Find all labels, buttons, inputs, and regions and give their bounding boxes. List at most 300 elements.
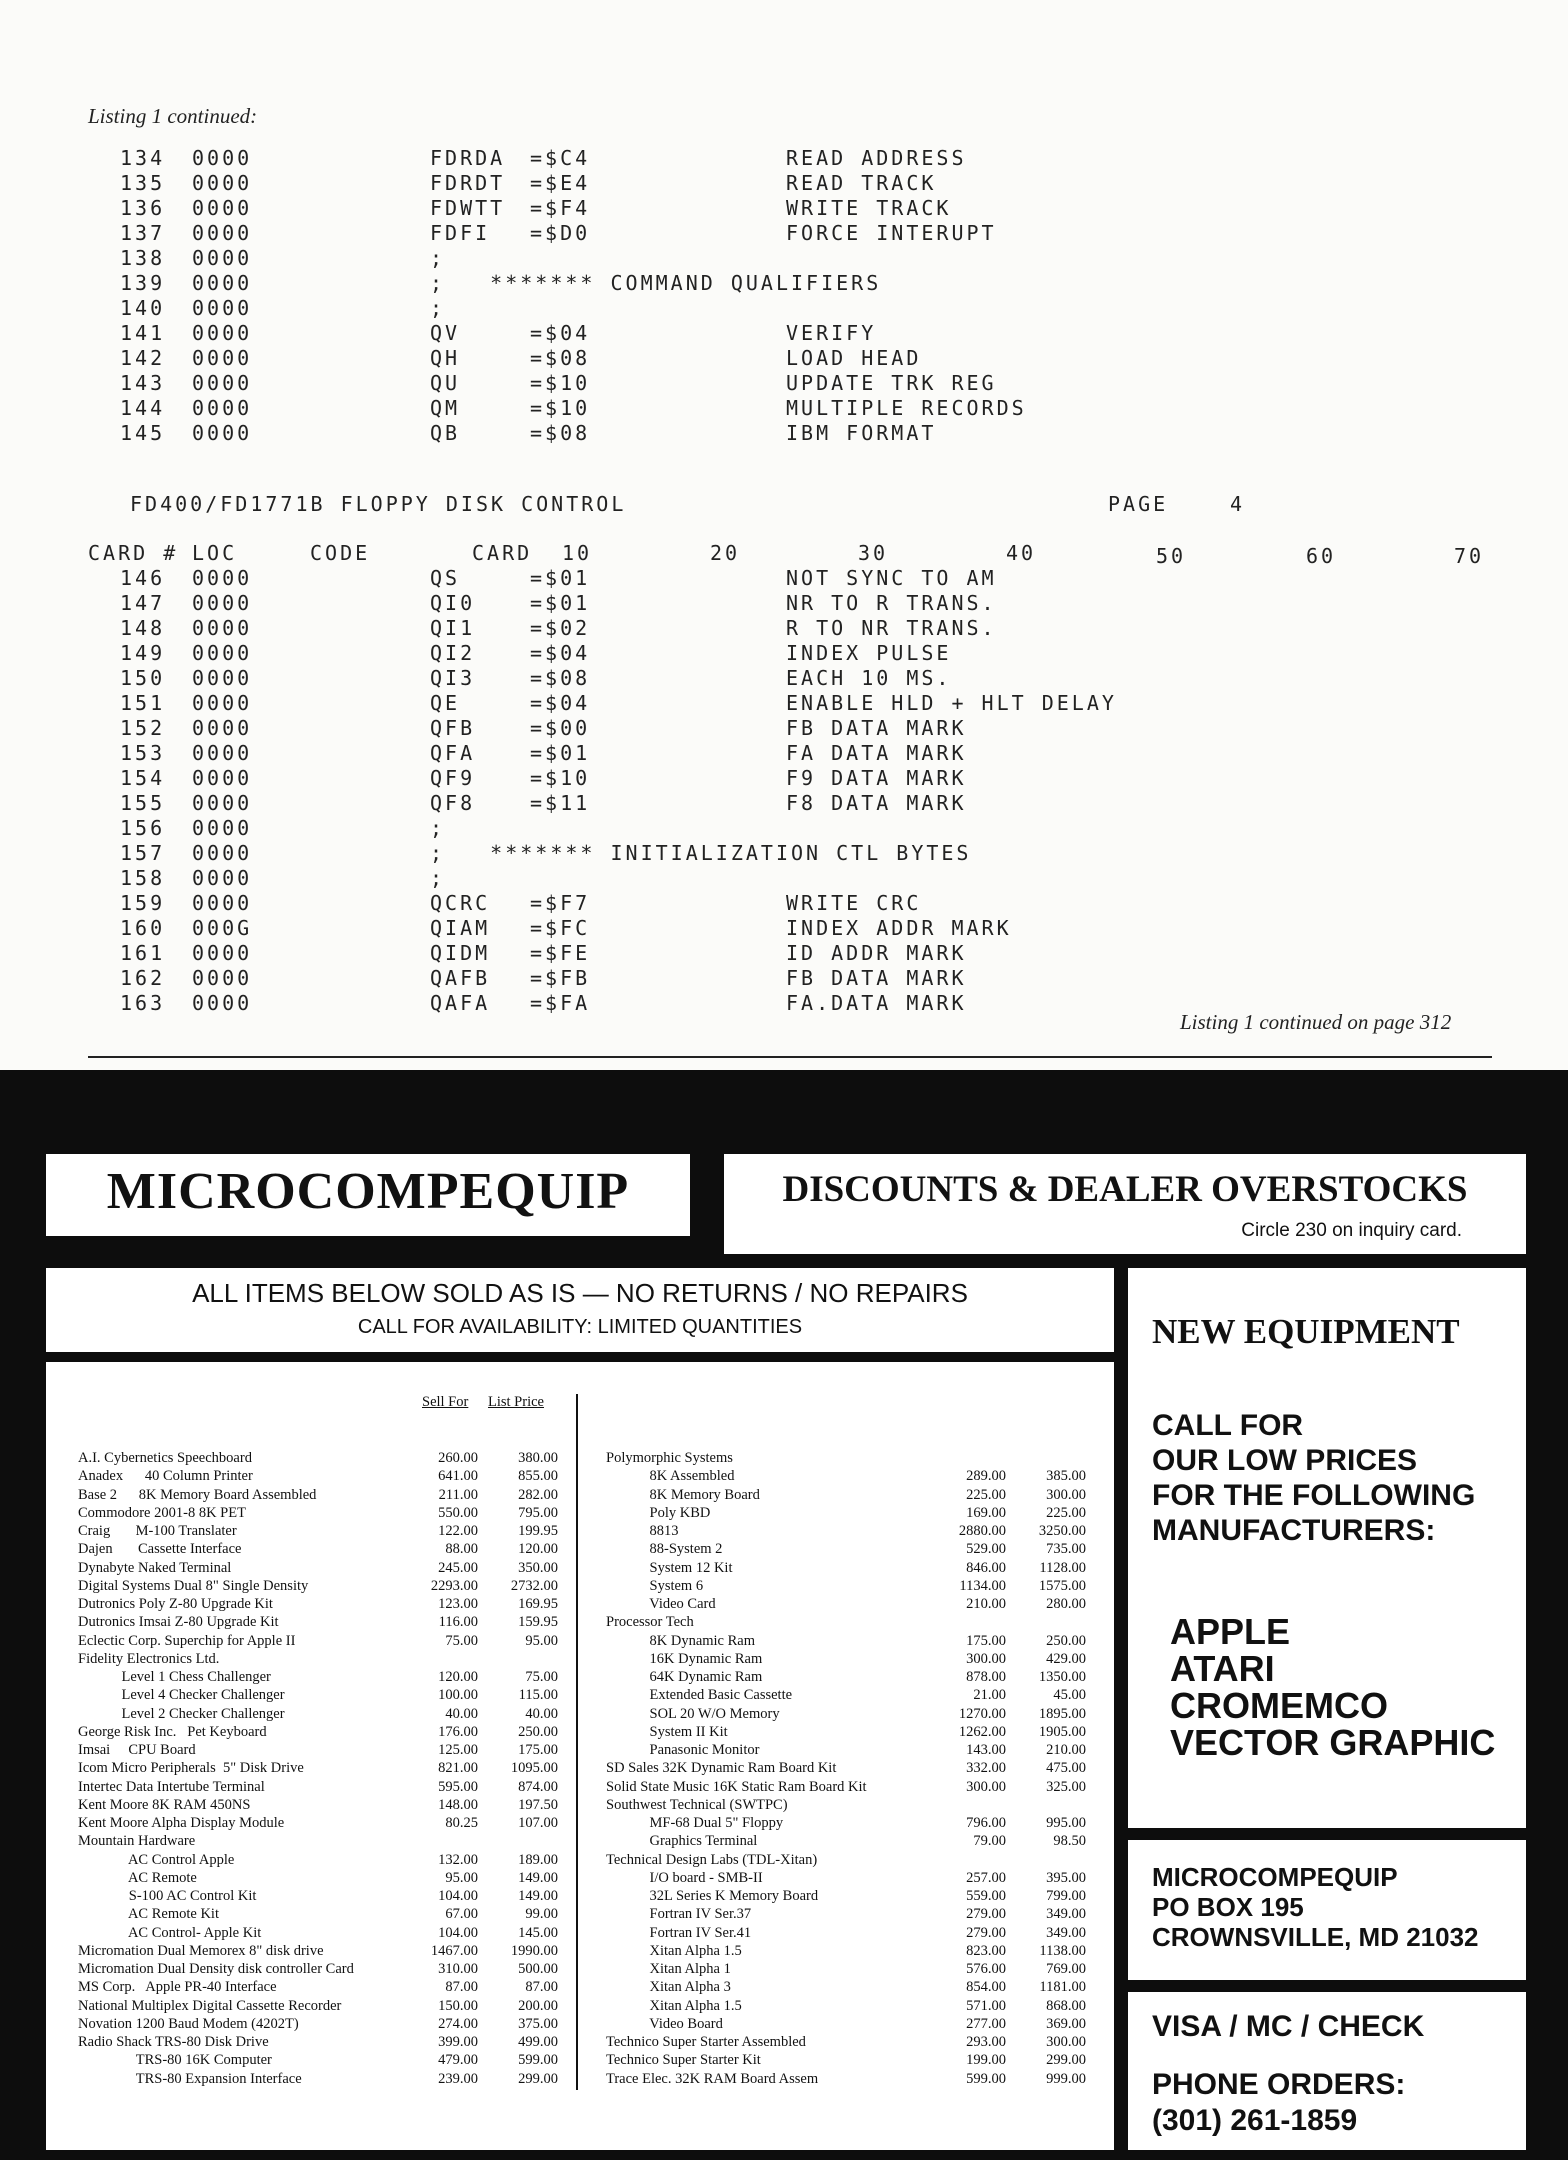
row-comment: F9 DATA MARK bbox=[786, 766, 967, 790]
call-for-line-1: CALL FOR bbox=[1152, 1409, 1304, 1442]
item-list-price: 149.00 bbox=[518, 1869, 558, 1886]
item-name: 8813 bbox=[606, 1523, 679, 1539]
row-operand: =$FE bbox=[530, 941, 591, 965]
item-list-price: 500.00 bbox=[518, 1961, 558, 1977]
item-list-price: 197.50 bbox=[518, 1796, 558, 1813]
item-name: Solid State Music 16K Static Ram Board Kit bbox=[606, 1778, 867, 1795]
row-location: 0000 bbox=[192, 641, 253, 665]
item-sell-price: 595.00 bbox=[438, 1778, 478, 1795]
item-list-price: 599.00 bbox=[518, 2052, 558, 2069]
row-location: 0000 bbox=[192, 421, 253, 445]
row-card-number: 141 bbox=[120, 321, 166, 345]
row-comment: INDEX ADDR MARK bbox=[786, 916, 1012, 940]
row-comment: ENABLE HLD + HLT DELAY bbox=[786, 691, 1117, 715]
row-card-number: 137 bbox=[120, 221, 166, 245]
item-list-price: 225.00 bbox=[1046, 1504, 1086, 1521]
item-sell-price: 274.00 bbox=[438, 2015, 478, 2032]
item-list-price: 300.00 bbox=[1046, 1486, 1086, 1503]
manufacturer-list bbox=[1170, 1613, 1495, 1761]
item-name: Eclectic Corp. Superchip for Apple II bbox=[78, 1632, 296, 1649]
item-sell-price: 150.00 bbox=[438, 1997, 478, 2014]
item-name: Technico Super Starter Kit bbox=[606, 2052, 761, 2069]
row-label: ; ******* INITIALIZATION CTL BYTES bbox=[430, 841, 972, 865]
row-comment: EACH 10 MS. bbox=[786, 666, 952, 690]
row-location: 0000 bbox=[192, 296, 253, 320]
item-name: Level 4 Checker Challenger bbox=[78, 1687, 285, 1704]
row-operand: =$F4 bbox=[530, 196, 591, 220]
item-list-price: 149.00 bbox=[518, 1888, 558, 1904]
call-for-text bbox=[1152, 1408, 1475, 1548]
address-company: MICROCOMPEQUIP bbox=[1152, 1862, 1398, 1892]
row-label: QCRC bbox=[430, 891, 491, 915]
notice-text: ALL ITEMS BELOW SOLD AS IS — NO RETURNS / NO REPAIRS bbox=[192, 1278, 968, 1308]
row-comment: FB DATA MARK bbox=[786, 716, 967, 740]
item-name: National Multiplex Digital Cassette Recorder bbox=[78, 1997, 342, 2014]
row-card-number: 163 bbox=[120, 991, 166, 1015]
item-name: Dutronics Imsai Z-80 Upgrade Kit bbox=[78, 1614, 279, 1631]
item-sell-price: 599.00 bbox=[966, 2070, 1006, 2087]
row-card-number: 150 bbox=[120, 666, 166, 690]
item-name: Dynabyte Naked Terminal bbox=[78, 1559, 232, 1576]
row-location: 0000 bbox=[192, 866, 253, 890]
item-list-price: 385.00 bbox=[1046, 1468, 1086, 1485]
listing-page-label: PAGE bbox=[1108, 492, 1169, 516]
item-list-price: 115.00 bbox=[518, 1687, 558, 1704]
item-name: George Risk Inc. Pet Keyboard bbox=[78, 1723, 267, 1740]
row-card-number: 146 bbox=[120, 566, 166, 590]
item-sell-price: 88.00 bbox=[445, 1541, 478, 1558]
item-list-price: 1095.00 bbox=[510, 1760, 558, 1777]
header-col-30: 30 bbox=[858, 541, 889, 565]
row-label: QAFB bbox=[430, 966, 491, 990]
item-sell-price: 87.00 bbox=[445, 1979, 478, 1996]
item-list-price: 169.95 bbox=[518, 1596, 558, 1612]
item-sell-price: 95.00 bbox=[445, 1869, 478, 1886]
row-card-number: 152 bbox=[120, 716, 166, 740]
row-card-number: 138 bbox=[120, 246, 166, 270]
item-list-price: 250.00 bbox=[518, 1723, 558, 1740]
row-card-number: 144 bbox=[120, 396, 166, 420]
item-list-price: 1905.00 bbox=[1038, 1723, 1086, 1740]
item-name: Panasonic Monitor bbox=[606, 1742, 760, 1758]
item-list-price: 280.00 bbox=[1046, 1596, 1086, 1612]
row-card-number: 147 bbox=[120, 591, 166, 615]
item-list-price: 429.00 bbox=[1046, 1650, 1086, 1667]
row-card-number: 134 bbox=[120, 146, 166, 170]
row-comment: FA.DATA MARK bbox=[786, 991, 967, 1015]
item-name: System 6 bbox=[606, 1577, 704, 1594]
item-sell-price: 854.00 bbox=[966, 1979, 1006, 1996]
row-location: 000G bbox=[192, 916, 253, 940]
new-equipment-box bbox=[1128, 1268, 1526, 1828]
row-label: QS bbox=[430, 566, 461, 590]
listing-page-number: 4 bbox=[1230, 492, 1246, 516]
item-name: 64K Dynamic Ram bbox=[606, 1669, 763, 1685]
item-list-price: 199.95 bbox=[518, 1523, 558, 1539]
item-list-price: 395.00 bbox=[1046, 1869, 1086, 1886]
item-name: 88-System 2 bbox=[606, 1541, 723, 1558]
notice-box bbox=[46, 1268, 1114, 1352]
row-card-number: 143 bbox=[120, 371, 166, 395]
circle-card-note: Circle 230 on inquiry card. bbox=[1241, 1220, 1462, 1241]
item-name: Fortran IV Ser.37 bbox=[606, 1906, 752, 1923]
row-label: QFB bbox=[430, 716, 476, 740]
row-comment: NOT SYNC TO AM bbox=[786, 566, 997, 590]
row-location: 0000 bbox=[192, 591, 253, 615]
item-name: 32L Series K Memory Board bbox=[606, 1888, 819, 1904]
row-location: 0000 bbox=[192, 966, 253, 990]
item-list-price: 995.00 bbox=[1046, 1815, 1086, 1831]
item-name: Anadex 40 Column Printer bbox=[78, 1468, 253, 1485]
address-box bbox=[1128, 1840, 1526, 1980]
header-col-20: 20 bbox=[710, 541, 741, 565]
row-card-number: 139 bbox=[120, 271, 166, 295]
item-list-price: 189.00 bbox=[518, 1851, 558, 1868]
item-name: 8K Assembled bbox=[606, 1468, 735, 1485]
availability-text: CALL FOR AVAILABILITY: LIMITED QUANTITIES bbox=[357, 1316, 803, 1338]
item-name: Radio Shack TRS-80 Disk Drive bbox=[78, 2034, 269, 2050]
row-comment: READ TRACK bbox=[786, 171, 937, 195]
row-location: 0000 bbox=[192, 816, 253, 840]
row-comment: FB DATA MARK bbox=[786, 966, 967, 990]
header-card: CARD bbox=[472, 541, 533, 565]
item-name: Xitan Alpha 1.5 bbox=[606, 1997, 742, 2014]
item-list-price: 369.00 bbox=[1046, 2015, 1086, 2032]
item-list-price: 300.00 bbox=[1046, 2034, 1086, 2050]
divider-rule bbox=[88, 1056, 1492, 1058]
header-col-70: 70 bbox=[1454, 544, 1485, 568]
item-name: Mountain Hardware bbox=[78, 1833, 196, 1850]
row-comment: NR TO R TRANS. bbox=[786, 591, 997, 615]
row-location: 0000 bbox=[192, 196, 253, 220]
col-header-sell: Sell For bbox=[422, 1394, 469, 1410]
item-name: TRS-80 Expansion Interface bbox=[78, 2070, 302, 2087]
row-location: 0000 bbox=[192, 566, 253, 590]
row-location: 0000 bbox=[192, 146, 253, 170]
item-name: Technico Super Starter Assembled bbox=[606, 2034, 806, 2050]
item-sell-price: 132.00 bbox=[438, 1851, 478, 1868]
row-card-number: 156 bbox=[120, 816, 166, 840]
item-list-price: 175.00 bbox=[518, 1742, 558, 1758]
item-list-price: 1350.00 bbox=[1038, 1669, 1086, 1685]
row-location: 0000 bbox=[192, 766, 253, 790]
item-name: Digital Systems Dual 8" Single Density bbox=[78, 1577, 309, 1594]
header-col-50: 50 bbox=[1156, 544, 1187, 568]
row-operand: =$E4 bbox=[530, 171, 591, 195]
item-name: AC Remote Kit bbox=[78, 1906, 219, 1923]
item-name: Video Card bbox=[606, 1596, 716, 1612]
item-name: Micromation Dual Density disk controller Card bbox=[78, 1961, 354, 1977]
row-operand: =$01 bbox=[530, 566, 591, 590]
row-comment: FA DATA MARK bbox=[786, 741, 967, 765]
address-city: CROWNSVILLE, MD 21032 bbox=[1152, 1922, 1479, 1952]
item-list-price: 99.00 bbox=[525, 1906, 558, 1923]
item-sell-price: 550.00 bbox=[438, 1504, 478, 1521]
headline-box bbox=[724, 1154, 1526, 1254]
item-sell-price: 122.00 bbox=[438, 1523, 478, 1539]
item-name: Kent Moore 8K RAM 450NS bbox=[78, 1796, 251, 1813]
row-operand: =$C4 bbox=[530, 146, 591, 170]
item-list-price: 98.50 bbox=[1053, 1833, 1086, 1850]
item-list-price: 325.00 bbox=[1046, 1778, 1086, 1795]
item-sell-price: 79.00 bbox=[973, 1833, 1006, 1850]
item-list-price: 45.00 bbox=[1053, 1687, 1086, 1704]
order-box bbox=[1128, 1992, 1526, 2150]
row-label: FDWTT bbox=[430, 196, 506, 220]
item-sell-price: 176.00 bbox=[438, 1723, 478, 1740]
item-sell-price: 225.00 bbox=[966, 1486, 1006, 1503]
item-sell-price: 277.00 bbox=[966, 2015, 1006, 2032]
item-name: AC Control- Apple Kit bbox=[78, 1924, 262, 1941]
row-comment: FORCE INTERUPT bbox=[786, 221, 997, 245]
item-name: Micromation Dual Memorex 8" disk drive bbox=[78, 1942, 324, 1959]
item-sell-price: 148.00 bbox=[438, 1796, 478, 1813]
row-comment: UPDATE TRK REG bbox=[786, 371, 997, 395]
row-comment: F8 DATA MARK bbox=[786, 791, 967, 815]
row-location: 0000 bbox=[192, 346, 253, 370]
item-list-price: 350.00 bbox=[518, 1559, 558, 1576]
row-card-number: 149 bbox=[120, 641, 166, 665]
new-equipment-heading: NEW EQUIPMENT bbox=[1152, 1312, 1460, 1351]
row-label: FDRDT bbox=[430, 171, 506, 195]
row-label: FDRDA bbox=[430, 146, 506, 170]
row-label: QB bbox=[430, 421, 461, 445]
item-name: Intertec Data Intertube Terminal bbox=[78, 1778, 265, 1795]
headline: DISCOUNTS & DEALER OVERSTOCKS bbox=[782, 1169, 1468, 1210]
item-sell-price: 21.00 bbox=[973, 1687, 1006, 1704]
row-card-number: 157 bbox=[120, 841, 166, 865]
item-sell-price: 529.00 bbox=[966, 1541, 1006, 1558]
row-comment: WRITE CRC bbox=[786, 891, 922, 915]
item-sell-price: 104.00 bbox=[438, 1888, 478, 1904]
row-operand: =$00 bbox=[530, 716, 591, 740]
row-location: 0000 bbox=[192, 271, 253, 295]
row-label: QF8 bbox=[430, 791, 476, 815]
item-sell-price: 2293.00 bbox=[430, 1577, 478, 1594]
row-operand: =$D0 bbox=[530, 221, 591, 245]
item-sell-price: 300.00 bbox=[966, 1778, 1006, 1795]
item-list-price: 1575.00 bbox=[1038, 1577, 1086, 1594]
item-list-price: 868.00 bbox=[1046, 1997, 1086, 2014]
item-sell-price: 293.00 bbox=[966, 2034, 1006, 2050]
row-label: QI0 bbox=[430, 591, 476, 615]
row-operand: =$01 bbox=[530, 741, 591, 765]
row-label: QE bbox=[430, 691, 461, 715]
price-table-box bbox=[46, 1362, 1114, 2150]
continued-note: Listing 1 continued on page 312 bbox=[1180, 1010, 1452, 1034]
row-card-number: 162 bbox=[120, 966, 166, 990]
phone-orders-label: PHONE ORDERS: bbox=[1152, 2068, 1406, 2101]
row-operand: =$FB bbox=[530, 966, 591, 990]
item-name: A.I. Cybernetics Speechboard bbox=[78, 1450, 252, 1466]
item-sell-price: 210.00 bbox=[966, 1596, 1006, 1612]
header-col-10: 10 bbox=[562, 541, 593, 565]
item-name: Kent Moore Alpha Display Module bbox=[78, 1815, 285, 1831]
item-name: Xitan Alpha 3 bbox=[606, 1979, 731, 1996]
item-sell-price: 245.00 bbox=[438, 1559, 478, 1576]
row-label: QIAM bbox=[430, 916, 491, 940]
item-list-price: 855.00 bbox=[518, 1468, 558, 1485]
item-name: Xitan Alpha 1.5 bbox=[606, 1942, 742, 1959]
row-operand: =$04 bbox=[530, 691, 591, 715]
item-name: I/O board - SMB-II bbox=[606, 1869, 763, 1886]
item-sell-price: 1134.00 bbox=[959, 1577, 1006, 1594]
row-comment: R TO NR TRANS. bbox=[786, 616, 997, 640]
item-list-price: 1990.00 bbox=[510, 1942, 558, 1959]
item-list-price: 210.00 bbox=[1046, 1742, 1086, 1758]
item-list-price: 799.00 bbox=[1046, 1888, 1086, 1904]
item-sell-price: 571.00 bbox=[966, 1997, 1006, 2014]
item-name: Xitan Alpha 1 bbox=[606, 1961, 731, 1977]
row-label: ; bbox=[430, 246, 446, 270]
row-location: 0000 bbox=[192, 941, 253, 965]
listing-caption: Listing 1 continued: bbox=[88, 104, 258, 128]
row-location: 0000 bbox=[192, 691, 253, 715]
item-list-price: 1138.00 bbox=[1039, 1942, 1086, 1959]
item-sell-price: 846.00 bbox=[966, 1559, 1006, 1576]
call-for-line-2: OUR LOW PRICES bbox=[1152, 1444, 1418, 1477]
row-card-number: 159 bbox=[120, 891, 166, 915]
row-card-number: 145 bbox=[120, 421, 166, 445]
item-sell-price: 199.00 bbox=[966, 2052, 1006, 2069]
item-name: Technical Design Labs (TDL-Xitan) bbox=[606, 1851, 818, 1868]
item-name: Icom Micro Peripherals 5" Disk Drive bbox=[78, 1760, 304, 1777]
item-list-price: 145.00 bbox=[518, 1924, 558, 1941]
item-sell-price: 332.00 bbox=[966, 1760, 1006, 1777]
item-sell-price: 878.00 bbox=[966, 1669, 1006, 1685]
item-sell-price: 123.00 bbox=[438, 1596, 478, 1612]
row-label: ; bbox=[430, 296, 446, 320]
item-list-price: 999.00 bbox=[1046, 2070, 1086, 2087]
row-operand: =$08 bbox=[530, 666, 591, 690]
item-name: Video Board bbox=[606, 2015, 723, 2032]
item-name: Processor Tech bbox=[606, 1614, 694, 1631]
row-location: 0000 bbox=[192, 396, 253, 420]
item-sell-price: 125.00 bbox=[438, 1742, 478, 1758]
row-label: QFA bbox=[430, 741, 476, 765]
item-sell-price: 796.00 bbox=[966, 1815, 1006, 1831]
item-list-price: 874.00 bbox=[518, 1778, 558, 1795]
item-name: System II Kit bbox=[606, 1723, 728, 1740]
item-sell-price: 279.00 bbox=[966, 1924, 1006, 1941]
item-name: Craig M-100 Translater bbox=[78, 1523, 237, 1539]
item-name: Level 2 Checker Challenger bbox=[78, 1705, 285, 1722]
item-name: Dajen Cassette Interface bbox=[78, 1541, 242, 1558]
item-sell-price: 175.00 bbox=[966, 1632, 1006, 1649]
item-list-price: 120.00 bbox=[518, 1541, 558, 1558]
payment-methods: VISA / MC / CHECK bbox=[1152, 2010, 1425, 2043]
item-list-price: 299.00 bbox=[518, 2070, 558, 2087]
row-card-number: 136 bbox=[120, 196, 166, 220]
item-list-price: 2732.00 bbox=[510, 1577, 558, 1594]
item-list-price: 380.00 bbox=[518, 1450, 558, 1466]
row-label: QI2 bbox=[430, 641, 476, 665]
item-sell-price: 1262.00 bbox=[958, 1723, 1006, 1740]
row-operand: =$04 bbox=[530, 321, 591, 345]
item-sell-price: 1467.00 bbox=[430, 1942, 478, 1959]
row-card-number: 154 bbox=[120, 766, 166, 790]
row-label: QAFA bbox=[430, 991, 491, 1015]
item-list-price: 75.00 bbox=[525, 1669, 558, 1685]
item-list-price: 349.00 bbox=[1046, 1924, 1086, 1941]
item-list-price: 40.00 bbox=[525, 1705, 558, 1722]
item-list-price: 159.95 bbox=[518, 1614, 558, 1631]
item-sell-price: 2880.00 bbox=[958, 1523, 1006, 1539]
row-location: 0000 bbox=[192, 991, 253, 1015]
call-for-line-4: MANUFACTURERS: bbox=[1152, 1514, 1436, 1547]
address-block bbox=[1152, 1862, 1479, 1952]
item-sell-price: 821.00 bbox=[438, 1760, 478, 1777]
header-col-40: 40 bbox=[1006, 541, 1037, 565]
listing-page-title: FD400/FD1771B FLOPPY DISK CONTROL bbox=[130, 492, 627, 516]
row-operand: =$10 bbox=[530, 371, 591, 395]
item-sell-price: 279.00 bbox=[966, 1906, 1006, 1923]
row-label: FDFI bbox=[430, 221, 491, 245]
item-list-price: 769.00 bbox=[1046, 1961, 1086, 1977]
item-name: Graphics Terminal bbox=[606, 1833, 758, 1850]
row-label: ; ******* COMMAND QUALIFIERS bbox=[430, 271, 882, 295]
row-comment: READ ADDRESS bbox=[786, 146, 967, 170]
row-comment: WRITE TRACK bbox=[786, 196, 952, 220]
item-list-price: 95.00 bbox=[525, 1632, 558, 1649]
item-sell-price: 67.00 bbox=[445, 1906, 478, 1923]
item-list-price: 87.00 bbox=[525, 1979, 558, 1996]
row-card-number: 151 bbox=[120, 691, 166, 715]
item-name: Extended Basic Cassette bbox=[606, 1687, 793, 1704]
row-operand: =$FC bbox=[530, 916, 591, 940]
row-operand: =$08 bbox=[530, 346, 591, 370]
item-name: Commodore 2001-8 8K PET bbox=[78, 1504, 246, 1521]
item-name: MS Corp. Apple PR-40 Interface bbox=[78, 1979, 277, 1996]
manufacturer-cromemco: CROMEMCO bbox=[1170, 1685, 1388, 1726]
item-list-price: 299.00 bbox=[1046, 2052, 1086, 2069]
row-label: QF9 bbox=[430, 766, 476, 790]
manufacturer-vector-graphic: VECTOR GRAPHIC bbox=[1170, 1722, 1496, 1763]
row-card-number: 135 bbox=[120, 171, 166, 195]
row-card-number: 142 bbox=[120, 346, 166, 370]
row-card-number: 158 bbox=[120, 866, 166, 890]
row-location: 0000 bbox=[192, 221, 253, 245]
row-card-number: 140 bbox=[120, 296, 166, 320]
item-list-price: 735.00 bbox=[1046, 1541, 1086, 1558]
row-label: QV bbox=[430, 321, 461, 345]
address-po-box: PO BOX 195 bbox=[1152, 1892, 1304, 1922]
row-operand: =$F7 bbox=[530, 891, 591, 915]
header-loc: LOC bbox=[192, 541, 238, 565]
row-operand: =$02 bbox=[530, 616, 591, 640]
row-card-number: 153 bbox=[120, 741, 166, 765]
item-sell-price: 257.00 bbox=[966, 1869, 1006, 1886]
item-sell-price: 479.00 bbox=[438, 2052, 478, 2069]
item-list-price: 475.00 bbox=[1046, 1760, 1086, 1777]
row-label: QI3 bbox=[430, 666, 476, 690]
item-list-price: 3250.00 bbox=[1038, 1523, 1086, 1539]
row-label: QU bbox=[430, 371, 461, 395]
item-sell-price: 120.00 bbox=[438, 1669, 478, 1685]
item-name: 16K Dynamic Ram bbox=[606, 1650, 763, 1667]
header-col-60: 60 bbox=[1306, 544, 1337, 568]
item-name: Imsai CPU Board bbox=[78, 1742, 196, 1758]
row-location: 0000 bbox=[192, 716, 253, 740]
row-location: 0000 bbox=[192, 171, 253, 195]
item-list-price: 282.00 bbox=[518, 1486, 558, 1503]
item-sell-price: 100.00 bbox=[438, 1687, 478, 1704]
item-sell-price: 143.00 bbox=[966, 1742, 1006, 1758]
manufacturer-apple: APPLE bbox=[1170, 1611, 1291, 1652]
item-name: 8K Dynamic Ram bbox=[606, 1632, 756, 1649]
phone-number: (301) 261-1859 bbox=[1152, 2104, 1358, 2137]
row-card-number: 160 bbox=[120, 916, 166, 940]
